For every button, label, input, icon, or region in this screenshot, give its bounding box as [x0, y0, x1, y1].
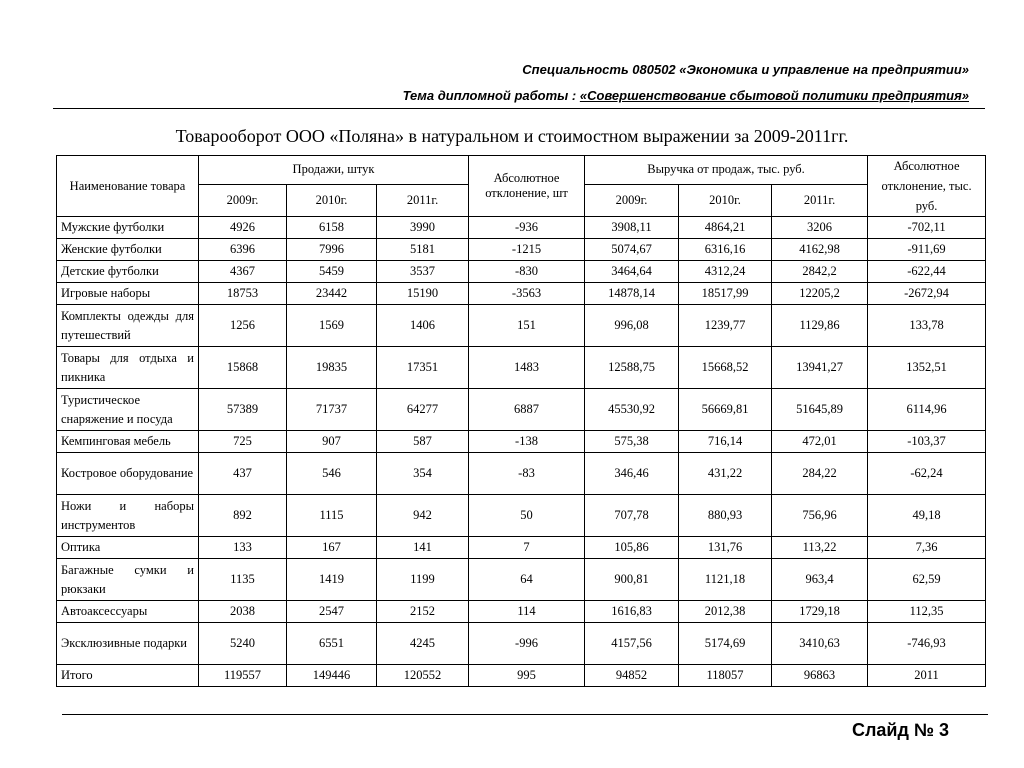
cell-r2009: 5074,67 — [585, 239, 679, 261]
cell-product-name: Кемпинговая мебель — [57, 431, 199, 453]
cell-s2009: 57389 — [199, 389, 287, 431]
cell-rdev: -2672,94 — [868, 283, 986, 305]
col-group-revenue: Выручка от продаж, тыс. руб. — [585, 156, 868, 185]
cell-dev: 1483 — [469, 347, 585, 389]
cell-r2010: 716,14 — [679, 431, 772, 453]
cell-rdev: 7,36 — [868, 537, 986, 559]
cell-rdev: 133,78 — [868, 305, 986, 347]
cell-s2010: 23442 — [287, 283, 377, 305]
cell-rdev: -746,93 — [868, 623, 986, 665]
cell-rdev: 49,18 — [868, 495, 986, 537]
col-group-sales: Продажи, штук — [199, 156, 469, 185]
cell-r2010: 15668,52 — [679, 347, 772, 389]
table-row — [57, 623, 986, 665]
cell-rdev: 112,35 — [868, 601, 986, 623]
cell-s2009: 892 — [199, 495, 287, 537]
cell-s2009: 5240 — [199, 623, 287, 665]
cell-r2011: 1129,86 — [772, 305, 868, 347]
cell-rdev: -622,44 — [868, 261, 986, 283]
cell-s2011: 354 — [377, 453, 469, 495]
cell-s2011: 64277 — [377, 389, 469, 431]
cell-r2010: 6316,16 — [679, 239, 772, 261]
cell-r2010: 1121,18 — [679, 559, 772, 601]
cell-s2011: 2152 — [377, 601, 469, 623]
cell-r2011: 3206 — [772, 217, 868, 239]
cell-s2009: 4367 — [199, 261, 287, 283]
cell-r2009: 996,08 — [585, 305, 679, 347]
cell-r2010: 56669,81 — [679, 389, 772, 431]
col-header-revenue-2009: 2009г. — [585, 184, 679, 216]
cell-s2009: 2038 — [199, 601, 287, 623]
thesis-theme-title: «Совершенствование сбытовой политики предприятия» — [579, 88, 969, 103]
cell-s2010: 546 — [287, 453, 377, 495]
cell-r2009: 3464,64 — [585, 261, 679, 283]
cell-r2011: 1729,18 — [772, 601, 868, 623]
cell-s2011: 15190 — [377, 283, 469, 305]
cell-product-name: Итого — [57, 665, 199, 687]
cell-s2010: 6158 — [287, 217, 377, 239]
cell-s2011: 942 — [377, 495, 469, 537]
cell-dev: 64 — [469, 559, 585, 601]
cell-r2010: 2012,38 — [679, 601, 772, 623]
cell-product-name: Мужские футболки — [57, 217, 199, 239]
cell-r2009: 1616,83 — [585, 601, 679, 623]
cell-s2011: 5181 — [377, 239, 469, 261]
cell-dev: -830 — [469, 261, 585, 283]
cell-product-name: Туристическое снаряжение и посуда — [57, 389, 199, 431]
cell-rdev: 62,59 — [868, 559, 986, 601]
table-row — [57, 453, 986, 495]
cell-rdev: -702,11 — [868, 217, 986, 239]
cell-r2010: 5174,69 — [679, 623, 772, 665]
cell-r2011: 51645,89 — [772, 389, 868, 431]
cell-s2009: 18753 — [199, 283, 287, 305]
cell-dev: -83 — [469, 453, 585, 495]
cell-r2009: 575,38 — [585, 431, 679, 453]
cell-s2009: 119557 — [199, 665, 287, 687]
cell-r2009: 105,86 — [585, 537, 679, 559]
cell-dev: 995 — [469, 665, 585, 687]
col-header-sales-2010: 2010г. — [287, 184, 377, 216]
cell-s2010: 2547 — [287, 601, 377, 623]
col-header-revenue-2010: 2010г. — [679, 184, 772, 216]
cell-s2009: 437 — [199, 453, 287, 495]
header-divider — [53, 108, 985, 109]
table-row — [57, 347, 986, 389]
table-row — [57, 217, 986, 239]
cell-product-name: Эксклюзивные подарки — [57, 623, 199, 665]
table-row — [57, 239, 986, 261]
cell-r2010: 880,93 — [679, 495, 772, 537]
cell-r2009: 45530,92 — [585, 389, 679, 431]
col-header-revenue-2011: 2011г. — [772, 184, 868, 216]
cell-r2009: 12588,75 — [585, 347, 679, 389]
cell-r2010: 131,76 — [679, 537, 772, 559]
cell-product-name: Детские футболки — [57, 261, 199, 283]
table-row — [57, 495, 986, 537]
cell-dev: -138 — [469, 431, 585, 453]
table-row — [57, 665, 986, 687]
cell-s2009: 6396 — [199, 239, 287, 261]
cell-rdev: -62,24 — [868, 453, 986, 495]
table-row — [57, 431, 986, 453]
cell-r2010: 4312,24 — [679, 261, 772, 283]
cell-product-name: Комплекты одежды для путешествий — [57, 305, 199, 347]
cell-r2011: 3410,63 — [772, 623, 868, 665]
cell-s2011: 4245 — [377, 623, 469, 665]
cell-s2009: 133 — [199, 537, 287, 559]
cell-r2009: 14878,14 — [585, 283, 679, 305]
cell-r2011: 756,96 — [772, 495, 868, 537]
col-header-abs-dev-units: Абсолютное отклонение, шт — [469, 156, 585, 217]
cell-product-name: Женские футболки — [57, 239, 199, 261]
cell-s2009: 1256 — [199, 305, 287, 347]
cell-s2011: 141 — [377, 537, 469, 559]
cell-rdev: 6114,96 — [868, 389, 986, 431]
cell-s2010: 5459 — [287, 261, 377, 283]
cell-r2009: 707,78 — [585, 495, 679, 537]
cell-s2011: 1199 — [377, 559, 469, 601]
table-row — [57, 283, 986, 305]
thesis-theme-header — [403, 88, 969, 103]
cell-rdev: 2011 — [868, 665, 986, 687]
col-header-sales-2011: 2011г. — [377, 184, 469, 216]
thesis-theme-prefix: Тема дипломной работы : — [402, 88, 580, 103]
cell-dev: 7 — [469, 537, 585, 559]
col-header-name: Наименование товара — [57, 156, 199, 217]
cell-s2010: 149446 — [287, 665, 377, 687]
cell-r2011: 2842,2 — [772, 261, 868, 283]
cell-r2011: 4162,98 — [772, 239, 868, 261]
cell-product-name: Костровое оборудование — [57, 453, 199, 495]
cell-r2011: 284,22 — [772, 453, 868, 495]
cell-dev: 151 — [469, 305, 585, 347]
cell-s2010: 19835 — [287, 347, 377, 389]
table-row — [57, 559, 986, 601]
col-header-sales-2009: 2009г. — [199, 184, 287, 216]
cell-s2011: 17351 — [377, 347, 469, 389]
table-row — [57, 261, 986, 283]
cell-product-name: Оптика — [57, 537, 199, 559]
cell-dev: 114 — [469, 601, 585, 623]
cell-r2010: 118057 — [679, 665, 772, 687]
cell-s2010: 1115 — [287, 495, 377, 537]
cell-r2011: 13941,27 — [772, 347, 868, 389]
cell-product-name: Багажные сумки и рюкзаки — [57, 559, 199, 601]
cell-r2009: 3908,11 — [585, 217, 679, 239]
cell-rdev: -911,69 — [868, 239, 986, 261]
cell-product-name: Игровые наборы — [57, 283, 199, 305]
cell-r2009: 94852 — [585, 665, 679, 687]
cell-s2010: 6551 — [287, 623, 377, 665]
cell-s2011: 120552 — [377, 665, 469, 687]
cell-s2010: 167 — [287, 537, 377, 559]
specialty-header: Специальность 080502 «Экономика и управление на предприятии» — [522, 62, 969, 77]
cell-r2009: 900,81 — [585, 559, 679, 601]
cell-r2009: 346,46 — [585, 453, 679, 495]
cell-r2011: 113,22 — [772, 537, 868, 559]
cell-r2011: 472,01 — [772, 431, 868, 453]
cell-s2011: 1406 — [377, 305, 469, 347]
cell-dev: -1215 — [469, 239, 585, 261]
cell-s2011: 3537 — [377, 261, 469, 283]
cell-s2009: 1135 — [199, 559, 287, 601]
cell-dev: -996 — [469, 623, 585, 665]
cell-s2009: 4926 — [199, 217, 287, 239]
cell-rdev: -103,37 — [868, 431, 986, 453]
footer-divider — [62, 714, 988, 715]
cell-r2009: 4157,56 — [585, 623, 679, 665]
cell-s2011: 3990 — [377, 217, 469, 239]
cell-s2009: 725 — [199, 431, 287, 453]
cell-product-name: Товары для отдыха и пикника — [57, 347, 199, 389]
cell-r2010: 18517,99 — [679, 283, 772, 305]
cell-dev: -3563 — [469, 283, 585, 305]
cell-s2010: 1419 — [287, 559, 377, 601]
cell-s2009: 15868 — [199, 347, 287, 389]
cell-r2011: 963,4 — [772, 559, 868, 601]
cell-s2010: 907 — [287, 431, 377, 453]
table-title: Товарооборот ООО «Поляна» в натуральном и стоимостном выражении за 2009-2011гг. — [175, 126, 849, 146]
turnover-table — [56, 155, 986, 687]
cell-s2010: 1569 — [287, 305, 377, 347]
cell-product-name: Автоаксессуары — [57, 601, 199, 623]
cell-r2011: 12205,2 — [772, 283, 868, 305]
cell-s2010: 7996 — [287, 239, 377, 261]
cell-r2011: 96863 — [772, 665, 868, 687]
cell-r2010: 4864,21 — [679, 217, 772, 239]
cell-s2010: 71737 — [287, 389, 377, 431]
table-row — [57, 601, 986, 623]
cell-s2011: 587 — [377, 431, 469, 453]
cell-product-name: Ножи и наборы инструментов — [57, 495, 199, 537]
table-row — [57, 305, 986, 347]
cell-dev: -936 — [469, 217, 585, 239]
cell-dev: 6887 — [469, 389, 585, 431]
table-row — [57, 537, 986, 559]
cell-rdev: 1352,51 — [868, 347, 986, 389]
cell-dev: 50 — [469, 495, 585, 537]
slide-number: Слайд № 3 — [851, 720, 949, 740]
table-row — [57, 389, 986, 431]
cell-r2010: 431,22 — [679, 453, 772, 495]
cell-r2010: 1239,77 — [679, 305, 772, 347]
col-header-abs-dev-money: Абсолютное отклонение, тыс. руб. — [868, 156, 986, 217]
